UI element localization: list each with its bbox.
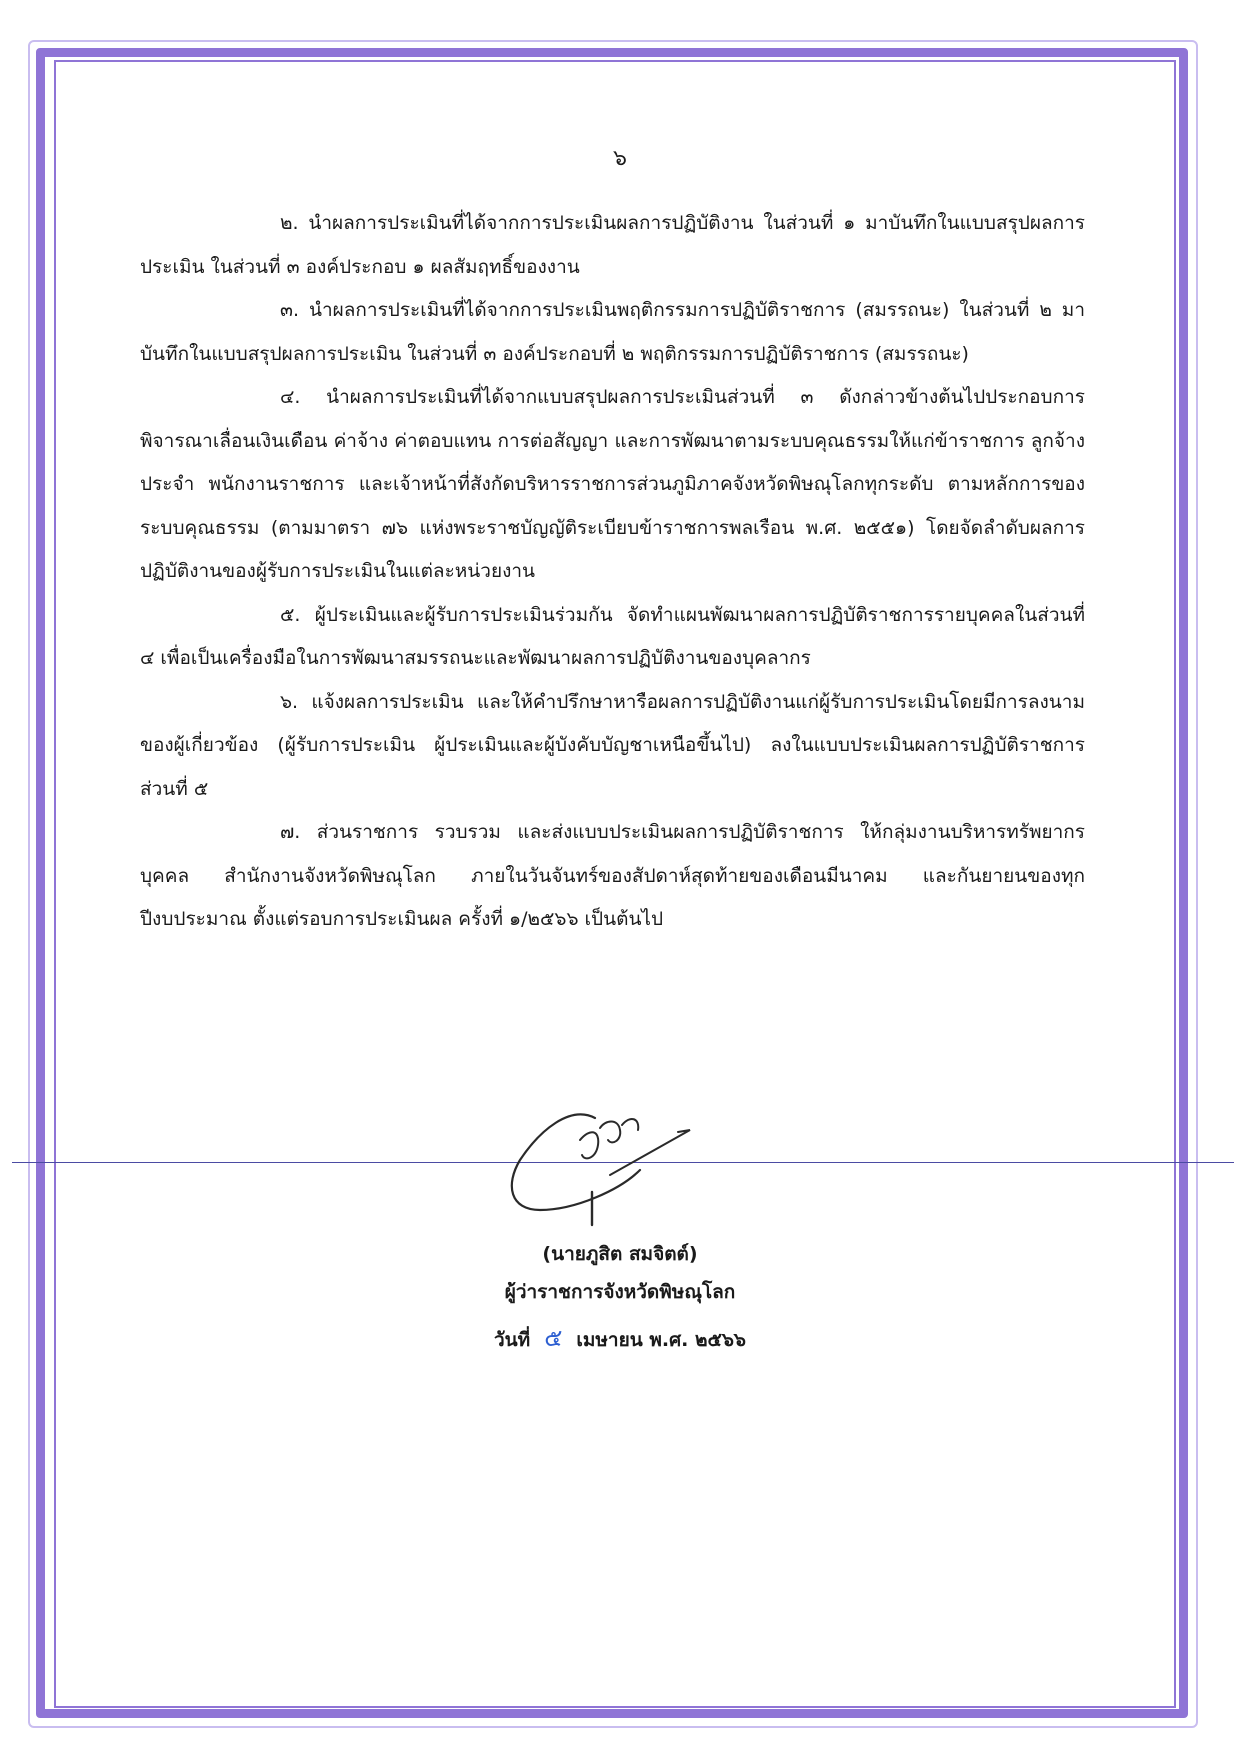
signatory-title: ผู้ว่าราชการจังหวัดพิษณุโลก bbox=[504, 1281, 736, 1303]
page-number: ๖ bbox=[613, 146, 627, 171]
handwritten-signature bbox=[500, 1100, 720, 1230]
paragraph-item-2: ๒. นำผลการประเมินที่ได้จากการประเมินผลการปฏิบัติงาน ในส่วนที่ ๑ มาบันทึกในแบบสรุปผลการประเมิน ในส่วนที่ ๓ องค์ประกอบ ๑ ผลสัมฤทธิ์ของงาน bbox=[140, 212, 1085, 278]
signature-date bbox=[0, 1320, 1240, 1359]
paragraph-item-3: ๓. นำผลการประเมินที่ได้จากการประเมินพฤติกรรมการปฏิบัติราชการ (สมรรถนะ) ในส่วนที่ ๒ มาบันทึกในแบบสรุปผลการประเมิน ในส่วนที่ ๓ องค์ประกอบที่ ๒ พฤติกรรมการปฏิบัติราชการ (สมรรถนะ) bbox=[140, 299, 1085, 365]
date-prefix: วันที่ bbox=[494, 1329, 531, 1351]
paragraph-item-4: ๔. นำผลการประเมินที่ได้จากแบบสรุปผลการประเมินส่วนที่ ๓ ดังกล่าวข้างต้นไปประกอบการพิจารณาเลื่อนเงินเดือน ค่าจ้าง ค่าตอบแทน การต่อสัญญา และการพัฒนาตามระบบคุณธรรมให้แก่ข้าราชการ ลูกจ้างประจำ พนักงานราชการ และเจ้าหน้าที่สังกัดบริหารราชการส่วนภูมิภาคจังหวัดพิษณุโลกทุกระดับ ตามหลักการของระบบคุณธรรม (ตามมาตรา ๗๖ แห่งพระราชบัญญัติระเบียบข้าราชการพลเรือน พ.ศ. ๒๕๕๑) โดยจัดลำดับผลการปฏิบัติงานของผู้รับการประเมินในแต่ละหน่วยงาน bbox=[140, 386, 1085, 582]
date-day-handwritten: ๕ bbox=[544, 1324, 563, 1352]
paragraph-item-6: ๖. แจ้งผลการประเมิน และให้คำปรึกษาหารือผลการปฏิบัติงานแก่ผู้รับการประเมินโดยมีการลงนามของผู้เกี่ยวข้อง (ผู้รับการประเมิน ผู้ประเมินและผู้บังคับบัญชาเหนือขึ้นไป) ลงในแบบประเมินผลการปฏิบัติราชการ ส่วนที่ ๕ bbox=[140, 690, 1085, 800]
document-body bbox=[140, 202, 1085, 942]
date-month-year: เมษายน พ.ศ. ๒๕๖๖ bbox=[576, 1329, 746, 1351]
signatory-name: (นายภูสิต สมจิตต์) bbox=[542, 1243, 698, 1265]
paragraph-item-7: ๗. ส่วนราชการ รวบรวม และส่งแบบประเมินผลการปฏิบัติราชการ ให้กลุ่มงานบริหารทรัพยากรบุคคล สำนักงานจังหวัดพิษณุโลก ภายในวันจันทร์ของสัปดาห์สุดท้ายของเดือนมีนาคม และกันยายนของทุกปีงบประมาณ ตั้งแต่รอบการประเมินผล ครั้งที่ ๑/๒๕๖๖ เป็นต้นไป bbox=[140, 821, 1085, 930]
paragraph-item-5: ๕. ผู้ประเมินและผู้รับการประเมินร่วมกัน จัดทำแผนพัฒนาผลการปฏิบัติราชการรายบุคคลในส่วนที่ ๔ เพื่อเป็นเครื่องมือในการพัฒนาสมรรถนะและพัฒนาผลการปฏิบัติงานของบุคลากร bbox=[140, 603, 1085, 669]
